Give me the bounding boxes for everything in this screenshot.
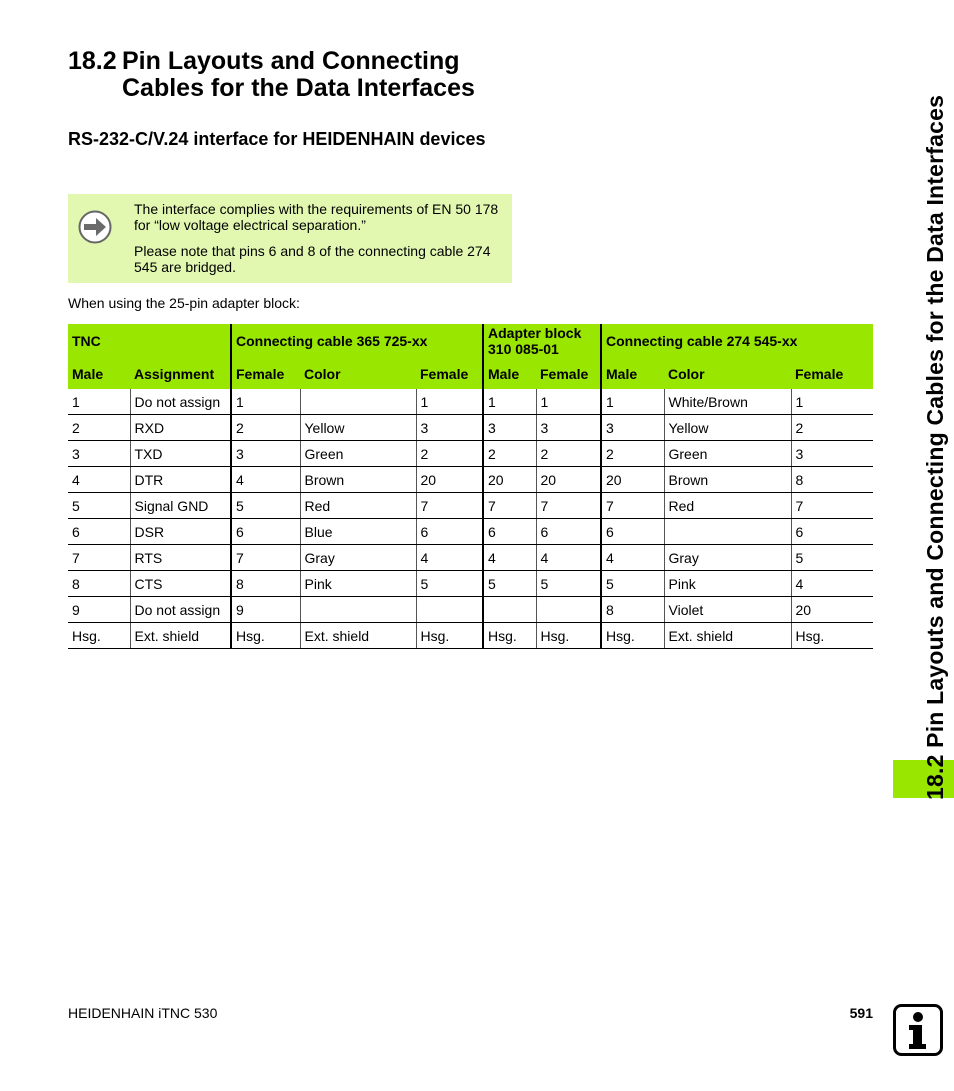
table-cell: 5 <box>536 571 601 597</box>
note-paragraph-2: Please note that pins 6 and 8 of the connecting cable 274 545 are bridged. <box>134 243 491 275</box>
table-cell: 1 <box>231 389 300 415</box>
table-cell <box>536 597 601 623</box>
table-cell <box>300 389 416 415</box>
table-cell: Ext. shield <box>300 623 416 649</box>
sidebar <box>890 40 950 800</box>
group-header-cable-274: Connecting cable 274 545-xx <box>601 324 873 358</box>
table-cell: Green <box>664 441 791 467</box>
table-cell: Hsg. <box>416 623 483 649</box>
table-row <box>68 467 873 493</box>
table-cell: 1 <box>601 389 664 415</box>
table-cell: 4 <box>483 545 536 571</box>
table-cell: 20 <box>601 467 664 493</box>
column-header-male: Male <box>483 358 536 389</box>
table-cell: 20 <box>536 467 601 493</box>
section-title-line2: Cables for the Data Interfaces <box>122 74 475 102</box>
table-cell: 6 <box>416 519 483 545</box>
table-cell: 6 <box>483 519 536 545</box>
column-header-color: Color <box>300 358 416 389</box>
table-cell: Hsg. <box>231 623 300 649</box>
table-cell: 5 <box>231 493 300 519</box>
table-cell: 2 <box>231 415 300 441</box>
column-header-male: Male <box>601 358 664 389</box>
table-cell: 3 <box>536 415 601 441</box>
table-row <box>68 389 873 415</box>
table-cell: TXD <box>130 441 231 467</box>
table-cell: 20 <box>416 467 483 493</box>
table-cell: DTR <box>130 467 231 493</box>
table-cell <box>664 519 791 545</box>
subsection-title: RS-232-C/V.24 interface for HEIDENHAIN devices <box>68 129 486 149</box>
column-header-female: Female <box>416 358 483 389</box>
sidebar-section-title: 18.2 Pin Layouts and Connecting Cables for the Data Interfaces <box>922 94 948 800</box>
column-header-assignment: Assignment <box>130 358 231 389</box>
table-cell: 4 <box>231 467 300 493</box>
table-row <box>68 545 873 571</box>
section-number: 18.2 <box>68 47 117 75</box>
table-cell: 1 <box>791 389 873 415</box>
table-cell: 7 <box>483 493 536 519</box>
table-cell: Hsg. <box>536 623 601 649</box>
table-cell: 2 <box>68 415 130 441</box>
table-cell: 1 <box>68 389 130 415</box>
group-header-row <box>68 324 873 358</box>
table-cell: 3 <box>483 415 536 441</box>
table-cell: RTS <box>130 545 231 571</box>
arrow-right-icon <box>78 210 112 244</box>
table-cell: 3 <box>416 415 483 441</box>
table-cell: White/Brown <box>664 389 791 415</box>
table-cell: 7 <box>68 545 130 571</box>
table-cell: 4 <box>68 467 130 493</box>
table-cell: 5 <box>483 571 536 597</box>
table-cell <box>300 597 416 623</box>
table-cell: 2 <box>791 415 873 441</box>
table-cell: Ext. shield <box>664 623 791 649</box>
column-header-female: Female <box>231 358 300 389</box>
table-cell: 5 <box>791 545 873 571</box>
table-cell: Yellow <box>300 415 416 441</box>
page-number: 591 <box>849 1005 873 1021</box>
table-cell: 2 <box>601 441 664 467</box>
table-cell: 1 <box>536 389 601 415</box>
table-cell: 5 <box>416 571 483 597</box>
table-cell: 8 <box>601 597 664 623</box>
table-cell: Ext. shield <box>130 623 231 649</box>
pin-layout-table <box>68 324 873 649</box>
table-cell: 4 <box>536 545 601 571</box>
table-cell: Brown <box>300 467 416 493</box>
table-cell: 8 <box>791 467 873 493</box>
table-cell: 9 <box>68 597 130 623</box>
group-header-cable-365: Connecting cable 365 725-xx <box>231 324 483 358</box>
table-cell: 8 <box>68 571 130 597</box>
table-cell: 6 <box>231 519 300 545</box>
table-cell: 7 <box>416 493 483 519</box>
table-cell: Hsg. <box>483 623 536 649</box>
table-cell: 3 <box>601 415 664 441</box>
column-header-row <box>68 358 873 389</box>
table-cell: 3 <box>791 441 873 467</box>
table-intro: When using the 25-pin adapter block: <box>68 295 300 311</box>
table-cell: Yellow <box>664 415 791 441</box>
table-cell: Hsg. <box>791 623 873 649</box>
table-cell: RXD <box>130 415 231 441</box>
table-cell: 6 <box>536 519 601 545</box>
table-cell: Do not assign <box>130 597 231 623</box>
table-cell: Signal GND <box>130 493 231 519</box>
table-cell: Pink <box>300 571 416 597</box>
table-cell: 5 <box>68 493 130 519</box>
table-cell: Red <box>300 493 416 519</box>
table-body <box>68 389 873 649</box>
table-cell: Blue <box>300 519 416 545</box>
table-cell: 6 <box>791 519 873 545</box>
table-cell: 20 <box>483 467 536 493</box>
table-row <box>68 597 873 623</box>
table-cell <box>483 597 536 623</box>
column-header-female: Female <box>536 358 601 389</box>
table-cell: 5 <box>601 571 664 597</box>
table-row <box>68 493 873 519</box>
table-cell: 4 <box>791 571 873 597</box>
table-row <box>68 571 873 597</box>
table-cell: 3 <box>68 441 130 467</box>
table-cell: Pink <box>664 571 791 597</box>
table-row <box>68 415 873 441</box>
table-cell: 6 <box>68 519 130 545</box>
table-cell: 6 <box>601 519 664 545</box>
table-cell: 9 <box>231 597 300 623</box>
table-cell: CTS <box>130 571 231 597</box>
group-header-adapter: Adapter block 310 085-01 <box>483 324 601 358</box>
table-cell: Do not assign <box>130 389 231 415</box>
table-cell: 7 <box>231 545 300 571</box>
table-cell: Green <box>300 441 416 467</box>
table-cell: 20 <box>791 597 873 623</box>
table-cell: Hsg. <box>68 623 130 649</box>
note-box <box>68 194 512 283</box>
column-header-male: Male <box>68 358 130 389</box>
table-cell: 8 <box>231 571 300 597</box>
info-icon <box>893 1004 943 1056</box>
table-cell: 2 <box>483 441 536 467</box>
table-cell: Hsg. <box>601 623 664 649</box>
section-title-line1: Pin Layouts and Connecting <box>122 47 460 75</box>
column-header-female: Female <box>791 358 873 389</box>
footer-manual-name: HEIDENHAIN iTNC 530 <box>68 1005 218 1021</box>
table-cell: 2 <box>536 441 601 467</box>
table-cell: Violet <box>664 597 791 623</box>
table-cell: 7 <box>791 493 873 519</box>
table-cell: DSR <box>130 519 231 545</box>
table-row <box>68 441 873 467</box>
table-cell: 1 <box>483 389 536 415</box>
table-cell: 7 <box>601 493 664 519</box>
table-row <box>68 519 873 545</box>
table-cell: 2 <box>416 441 483 467</box>
table-row <box>68 623 873 649</box>
table-cell: 4 <box>416 545 483 571</box>
table-cell: Brown <box>664 467 791 493</box>
table-cell: 1 <box>416 389 483 415</box>
note-paragraph-1: The interface complies with the requirements of EN 50 178 for “low voltage electrical separation.” <box>134 201 499 233</box>
table-cell <box>416 597 483 623</box>
table-cell: Gray <box>300 545 416 571</box>
table-cell: Red <box>664 493 791 519</box>
table-cell: 7 <box>536 493 601 519</box>
table-cell: 4 <box>601 545 664 571</box>
group-header-tnc: TNC <box>68 324 231 358</box>
table-cell: 3 <box>231 441 300 467</box>
column-header-color: Color <box>664 358 791 389</box>
table-cell: Gray <box>664 545 791 571</box>
